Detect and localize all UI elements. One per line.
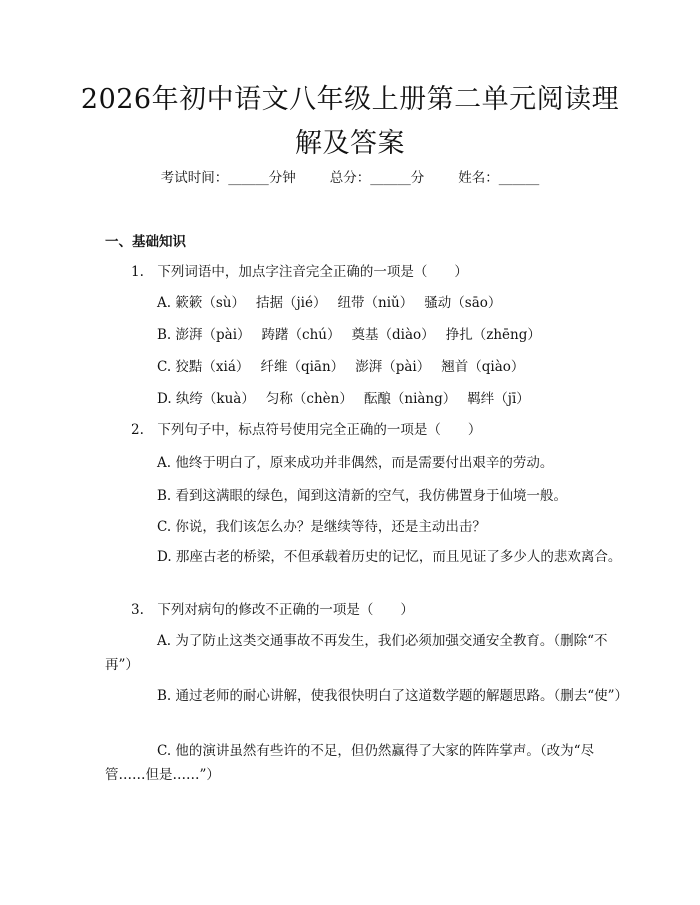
title-line-2: 解及答案 xyxy=(295,128,405,159)
student-name: 姓名：______ xyxy=(458,170,540,186)
question-2-option-c: C. 你说，我们该怎么办？是继续等待，还是主动出击？ xyxy=(157,519,486,535)
question-2-option-d: D. 那座古老的桥梁，不但承载着历史的记忆，而且见证了多少人的悲欢离合。 xyxy=(157,549,622,565)
question-1-stem: 1. 下列词语中，加点字注音完全正确的一项是（ ） xyxy=(131,264,468,280)
question-2-option-a: A. 他终于明白了，原来成功并非偶然，而是需要付出艰辛的劳动。 xyxy=(157,455,554,471)
section-heading: 一、基础知识 xyxy=(105,234,186,250)
question-3-stem: 3. 下列对病句的修改不正确的一项是（ ） xyxy=(131,602,414,618)
question-2-option-b: B. 看到这满眼的绿色，闻到这清新的空气，我仿佛置身于仙境一般。 xyxy=(157,488,568,504)
question-2-stem: 2. 下列句子中，标点符号使用完全正确的一项是（ ） xyxy=(131,422,482,438)
exam-info xyxy=(0,168,700,188)
question-3-option-c: C. 他的演讲虽然有些许的不足，但仍然赢得了大家的阵阵掌声。（改为“尽管……但是……”） xyxy=(105,743,595,783)
page-title xyxy=(60,78,640,166)
question-1-option-b: B. 澎湃（pài） 踌躇（chú） 奠基（diào） 挣扎（zhēng） xyxy=(157,327,541,343)
question-1-option-c: C. 狡黠（xiá） 纤维（qiān） 澎湃（pài） 翘首（qiào） xyxy=(157,359,525,375)
question-3-option-a: A. 为了防止这类交通事故不再发生，我们必须加强交通安全教育。（删除“不再”） xyxy=(105,633,608,673)
question-3-option-b: B. 通过老师的耐心讲解，使我很快明白了这道数学题的解题思路。（删去“使”） xyxy=(157,688,629,704)
exam-time: 考试时间：______分钟 xyxy=(160,170,296,186)
question-1-option-a: A. 簌簌（sù） 拮据（jié） 纽带（niǔ） 骚动（sāo） xyxy=(157,295,502,311)
question-1-option-d: D. 纨绔（kuà） 匀称（chèn） 酝酿（niàng） 羁绊（jī） xyxy=(157,391,530,407)
title-line-1: 2026年初中语文八年级上册第二单元阅读理 xyxy=(80,84,620,115)
total-score: 总分：______分 xyxy=(329,170,425,186)
